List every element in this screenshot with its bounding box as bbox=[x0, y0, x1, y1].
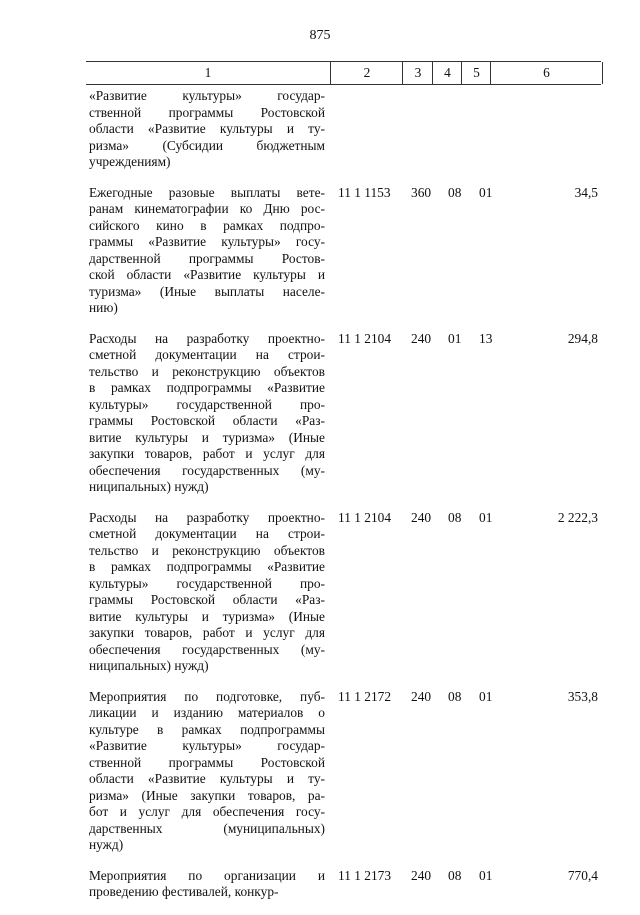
section-code: 08 bbox=[448, 688, 462, 704]
description-line: учреждениям) bbox=[89, 154, 171, 169]
subsection-code: 01 bbox=[479, 688, 493, 704]
description-line: закупки товаров, работ и услуг для bbox=[89, 625, 325, 640]
description-line: «Развитие культуры» государ- bbox=[89, 88, 325, 103]
amount: 2 222,3 bbox=[557, 509, 598, 525]
description-line: бот и услуг для обеспечения госу- bbox=[89, 804, 325, 819]
header-col-5: 5 bbox=[461, 62, 491, 84]
description-line: ственной программы Ростовской bbox=[89, 754, 325, 770]
description-line: дарственной программы Ростов- bbox=[89, 250, 325, 266]
description-line: области «Развитие культуры и ту- bbox=[89, 121, 325, 136]
header-col-2: 2 bbox=[330, 62, 403, 84]
expense-type-code: 240 bbox=[411, 688, 432, 704]
table-row bbox=[0, 510, 640, 675]
description-line: дарственных (муниципальных) bbox=[89, 820, 325, 836]
row-description bbox=[89, 868, 325, 901]
description-line: витие культуры и туризма» (Иные bbox=[89, 608, 325, 624]
section-code: 08 bbox=[448, 867, 462, 883]
expense-type-code: 240 bbox=[411, 330, 432, 346]
description-line: Мероприятия по подготовке, пуб- bbox=[89, 688, 325, 704]
description-line: граммы Ростовской области «Раз- bbox=[89, 413, 325, 428]
subsection-code: 01 bbox=[479, 509, 493, 525]
table-row bbox=[0, 185, 640, 317]
description-line: ственной программы Ростовской bbox=[89, 104, 325, 120]
section-code: 01 bbox=[448, 330, 462, 346]
description-line: витие культуры и туризма» (Иные bbox=[89, 429, 325, 445]
subsection-code: 13 bbox=[479, 330, 493, 346]
description-line: граммы «Развитие культуры» госу- bbox=[89, 234, 325, 249]
header-col-3: 3 bbox=[402, 62, 433, 84]
subsection-code: 01 bbox=[479, 184, 493, 200]
description-line: в рамках подпрограммы «Развитие bbox=[89, 559, 325, 574]
table-header bbox=[86, 61, 601, 85]
description-line: сметной документации на строи- bbox=[89, 526, 325, 541]
header-col-6: 6 bbox=[490, 62, 603, 84]
target-article-code: 11 1 2104 bbox=[338, 509, 392, 525]
description-line: культуры» государственной про- bbox=[89, 396, 325, 412]
amount: 353,8 bbox=[567, 688, 598, 704]
description-line: ской области «Развитие культуры и bbox=[89, 267, 325, 282]
description-line: культуры» государственной про- bbox=[89, 575, 325, 591]
description-line: тельство и реконструкцию объектов bbox=[89, 363, 325, 379]
description-line: обеспечения государственных (му- bbox=[89, 462, 325, 478]
row-description bbox=[89, 510, 325, 675]
row-description bbox=[89, 88, 325, 171]
section-code: 08 bbox=[448, 509, 462, 525]
target-article-code: 11 1 2173 bbox=[338, 867, 392, 883]
table-row bbox=[0, 868, 640, 901]
description-line: обеспечения государственных (му- bbox=[89, 641, 325, 657]
description-line: ризма» (Субсидии бюджетным bbox=[89, 137, 325, 153]
description-line: Ежегодные разовые выплаты вете- bbox=[89, 184, 325, 200]
expense-type-code: 240 bbox=[411, 867, 432, 883]
expense-type-code: 240 bbox=[411, 509, 432, 525]
target-article-code: 11 1 1153 bbox=[338, 184, 391, 200]
description-line: закупки товаров, работ и услуг для bbox=[89, 446, 325, 461]
table-row bbox=[0, 689, 640, 854]
page-number: 875 bbox=[309, 28, 331, 43]
description-line: «Развитие культуры» государ- bbox=[89, 738, 325, 753]
description-line: нужд) bbox=[89, 837, 124, 852]
description-line: ниципальных) нужд) bbox=[89, 658, 209, 673]
row-description bbox=[89, 185, 325, 317]
description-line: ниципальных) нужд) bbox=[89, 479, 209, 494]
amount: 34,5 bbox=[574, 184, 598, 200]
description-line: граммы Ростовской области «Раз- bbox=[89, 592, 325, 607]
table-body bbox=[0, 88, 640, 915]
description-line: сийского кино в рамках подпро- bbox=[89, 217, 325, 233]
description-line: Расходы на разработку проектно- bbox=[89, 330, 325, 346]
description-line: культуре в рамках подпрограммы bbox=[89, 721, 325, 737]
table-row bbox=[0, 88, 640, 171]
description-line: ликации и изданию материалов о bbox=[89, 705, 325, 720]
row-description bbox=[89, 331, 325, 496]
section-code: 08 bbox=[448, 184, 462, 200]
amount: 294,8 bbox=[567, 330, 598, 346]
description-line: Расходы на разработку проектно- bbox=[89, 509, 325, 525]
target-article-code: 11 1 2104 bbox=[338, 330, 392, 346]
description-line: в рамках подпрограммы «Развитие bbox=[89, 380, 325, 395]
header-col-1: 1 bbox=[204, 65, 212, 80]
description-line: нию) bbox=[89, 300, 118, 315]
amount: 770,4 bbox=[567, 867, 598, 883]
target-article-code: 11 1 2172 bbox=[338, 688, 392, 704]
description-line: сметной документации на строи- bbox=[89, 347, 325, 362]
description-line: Мероприятия по организации и bbox=[89, 867, 325, 883]
description-line: ризма» (Иные закупки товаров, ра- bbox=[89, 787, 325, 803]
description-line: проведению фестивалей, конкур- bbox=[89, 884, 279, 899]
row-description bbox=[89, 689, 325, 854]
subsection-code: 01 bbox=[479, 867, 493, 883]
description-line: туризма» (Иные выплаты населе- bbox=[89, 283, 325, 299]
description-line: области «Развитие культуры и ту- bbox=[89, 771, 325, 786]
description-line: тельство и реконструкцию объектов bbox=[89, 542, 325, 558]
expense-type-code: 360 bbox=[411, 184, 432, 200]
description-line: ранам кинематографии ко Дню рос- bbox=[89, 201, 325, 216]
table-row bbox=[0, 331, 640, 496]
header-col-4: 4 bbox=[432, 62, 462, 84]
